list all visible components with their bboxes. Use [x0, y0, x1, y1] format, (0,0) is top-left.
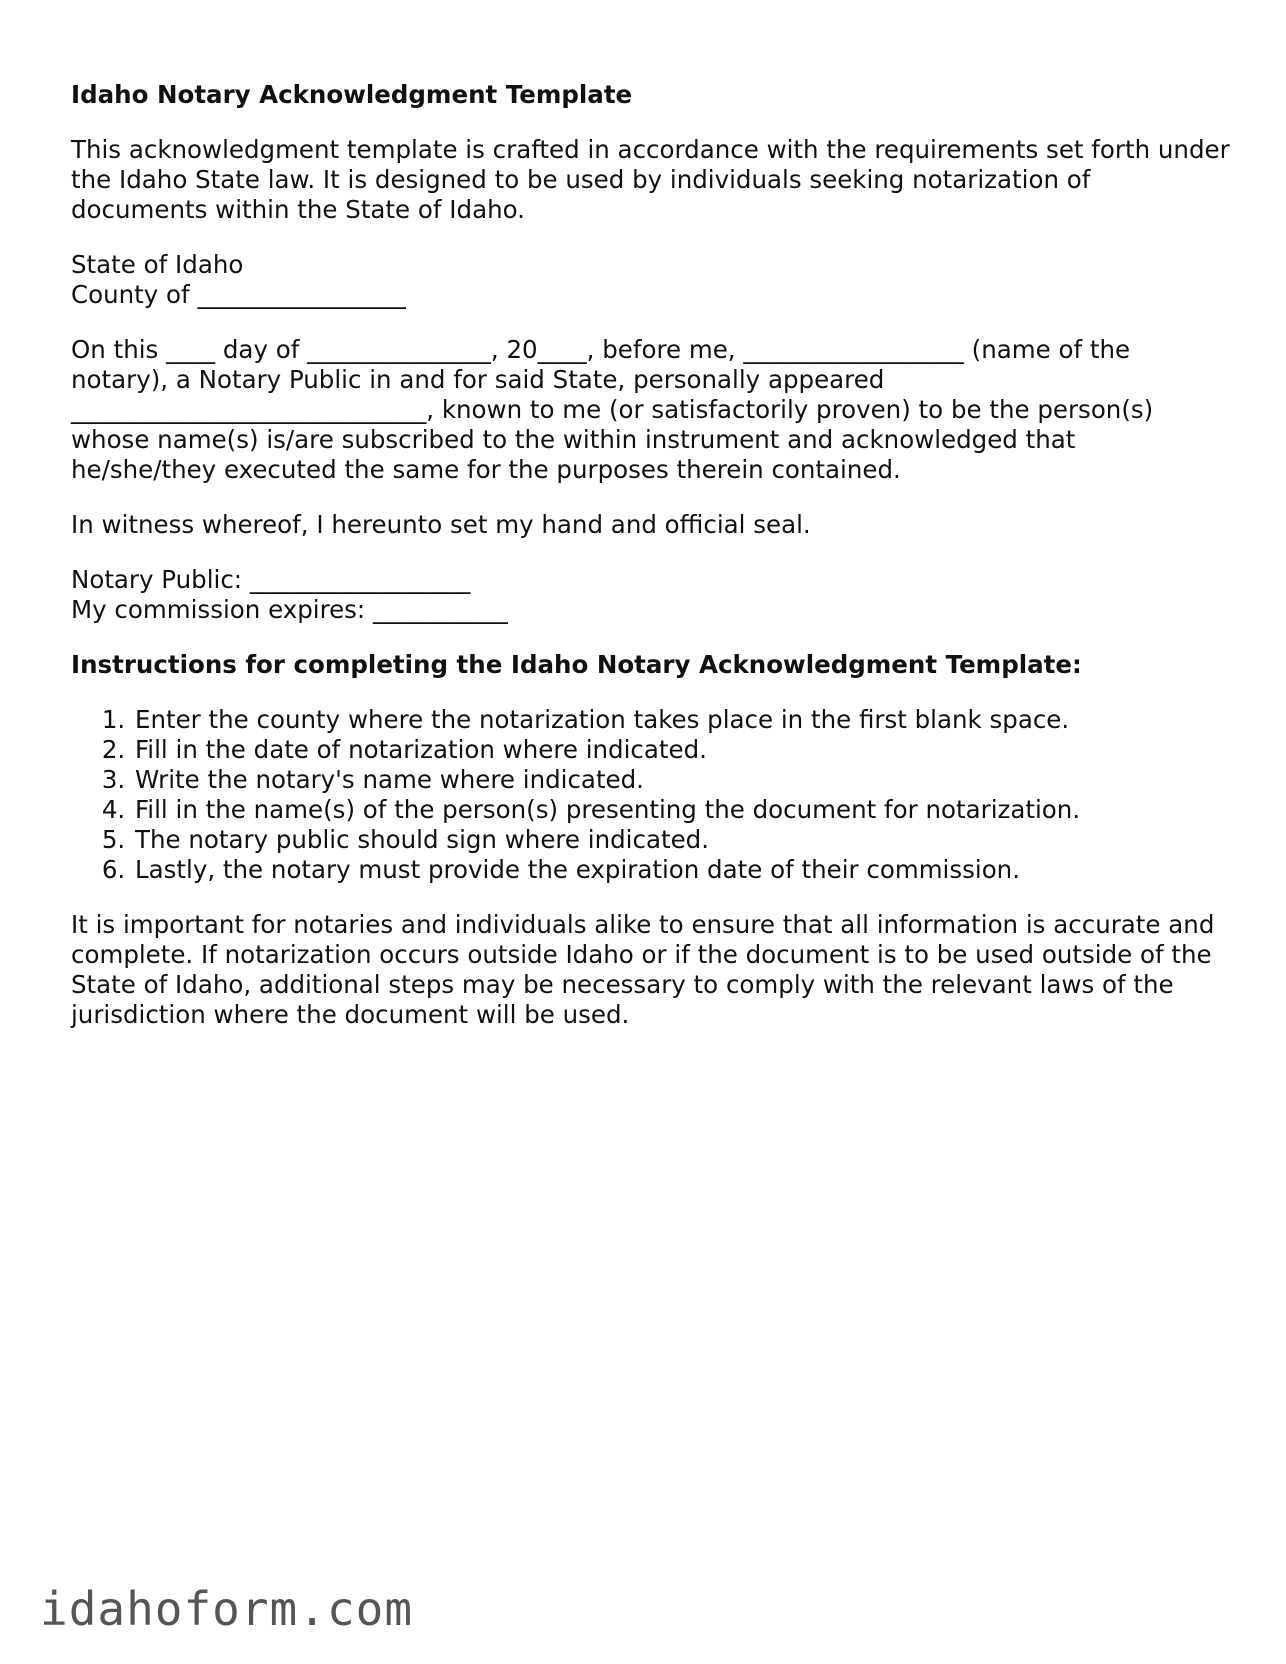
acknowledgment-paragraph [71, 335, 1231, 485]
instruction-item: 2. Fill in the date of notarization where indicated. [133, 735, 1231, 765]
signature-block [71, 565, 1231, 625]
instruction-item: 3. Write the notary's name where indicated. [133, 765, 1231, 795]
document-title: Idaho Notary Acknowledgment Template [71, 80, 633, 109]
acknowledgment-line: notary), a Notary Public in and for said State, personally appeared [71, 365, 885, 394]
acknowledgment-line: whose name(s) is/are subscribed to the within instrument and acknowledged that [71, 425, 1076, 454]
acknowledgment-line: he/she/they executed the same for the purposes therein contained. [71, 455, 901, 484]
instructions-list [71, 705, 1231, 885]
commission-expires-line: My commission expires: ___________ [71, 595, 508, 624]
instruction-item: 5. The notary public should sign where indicated. [133, 825, 1231, 855]
intro-paragraph: This acknowledgment template is crafted in accordance with the requirements set forth under the Idaho State law. It is designed to be used by individuals seeking notarization of documents within the State of Idaho. [71, 135, 1230, 224]
acknowledgment-line: On this ____ day of _______________, 20____, before me, __________________ (name of the [71, 335, 1131, 364]
venue-county: County of _________________ [71, 280, 406, 309]
instruction-item: 4. Fill in the name(s) of the person(s) presenting the document for notarization. [133, 795, 1231, 825]
venue-state: State of Idaho [71, 250, 244, 279]
notary-public-signature-line: Notary Public: __________________ [71, 565, 471, 594]
instructions-heading: Instructions for completing the Idaho Notary Acknowledgment Template: [71, 650, 1082, 679]
instruction-item: 1. Enter the county where the notarization takes place in the first blank space. [133, 705, 1231, 735]
acknowledgment-line: _____________________________, known to me (or satisfactorily proven) to be the person(s) [71, 395, 1154, 424]
witness-statement: In witness whereof, I hereunto set my hand and official seal. [71, 510, 811, 539]
instruction-item: 6. Lastly, the notary must provide the expiration date of their commission. [133, 855, 1231, 885]
closing-paragraph: It is important for notaries and individuals alike to ensure that all information is accurate and complete. If notarization occurs outside Idaho or if the document is to be used outside of the State of Idaho, additional steps may be necessary to comply with the relevant laws of the jurisdiction where the document will be used. [71, 910, 1215, 1029]
watermark-logo-text: idahoform.com [40, 1582, 414, 1636]
document-page [71, 80, 1231, 1055]
venue-block [71, 250, 1231, 310]
